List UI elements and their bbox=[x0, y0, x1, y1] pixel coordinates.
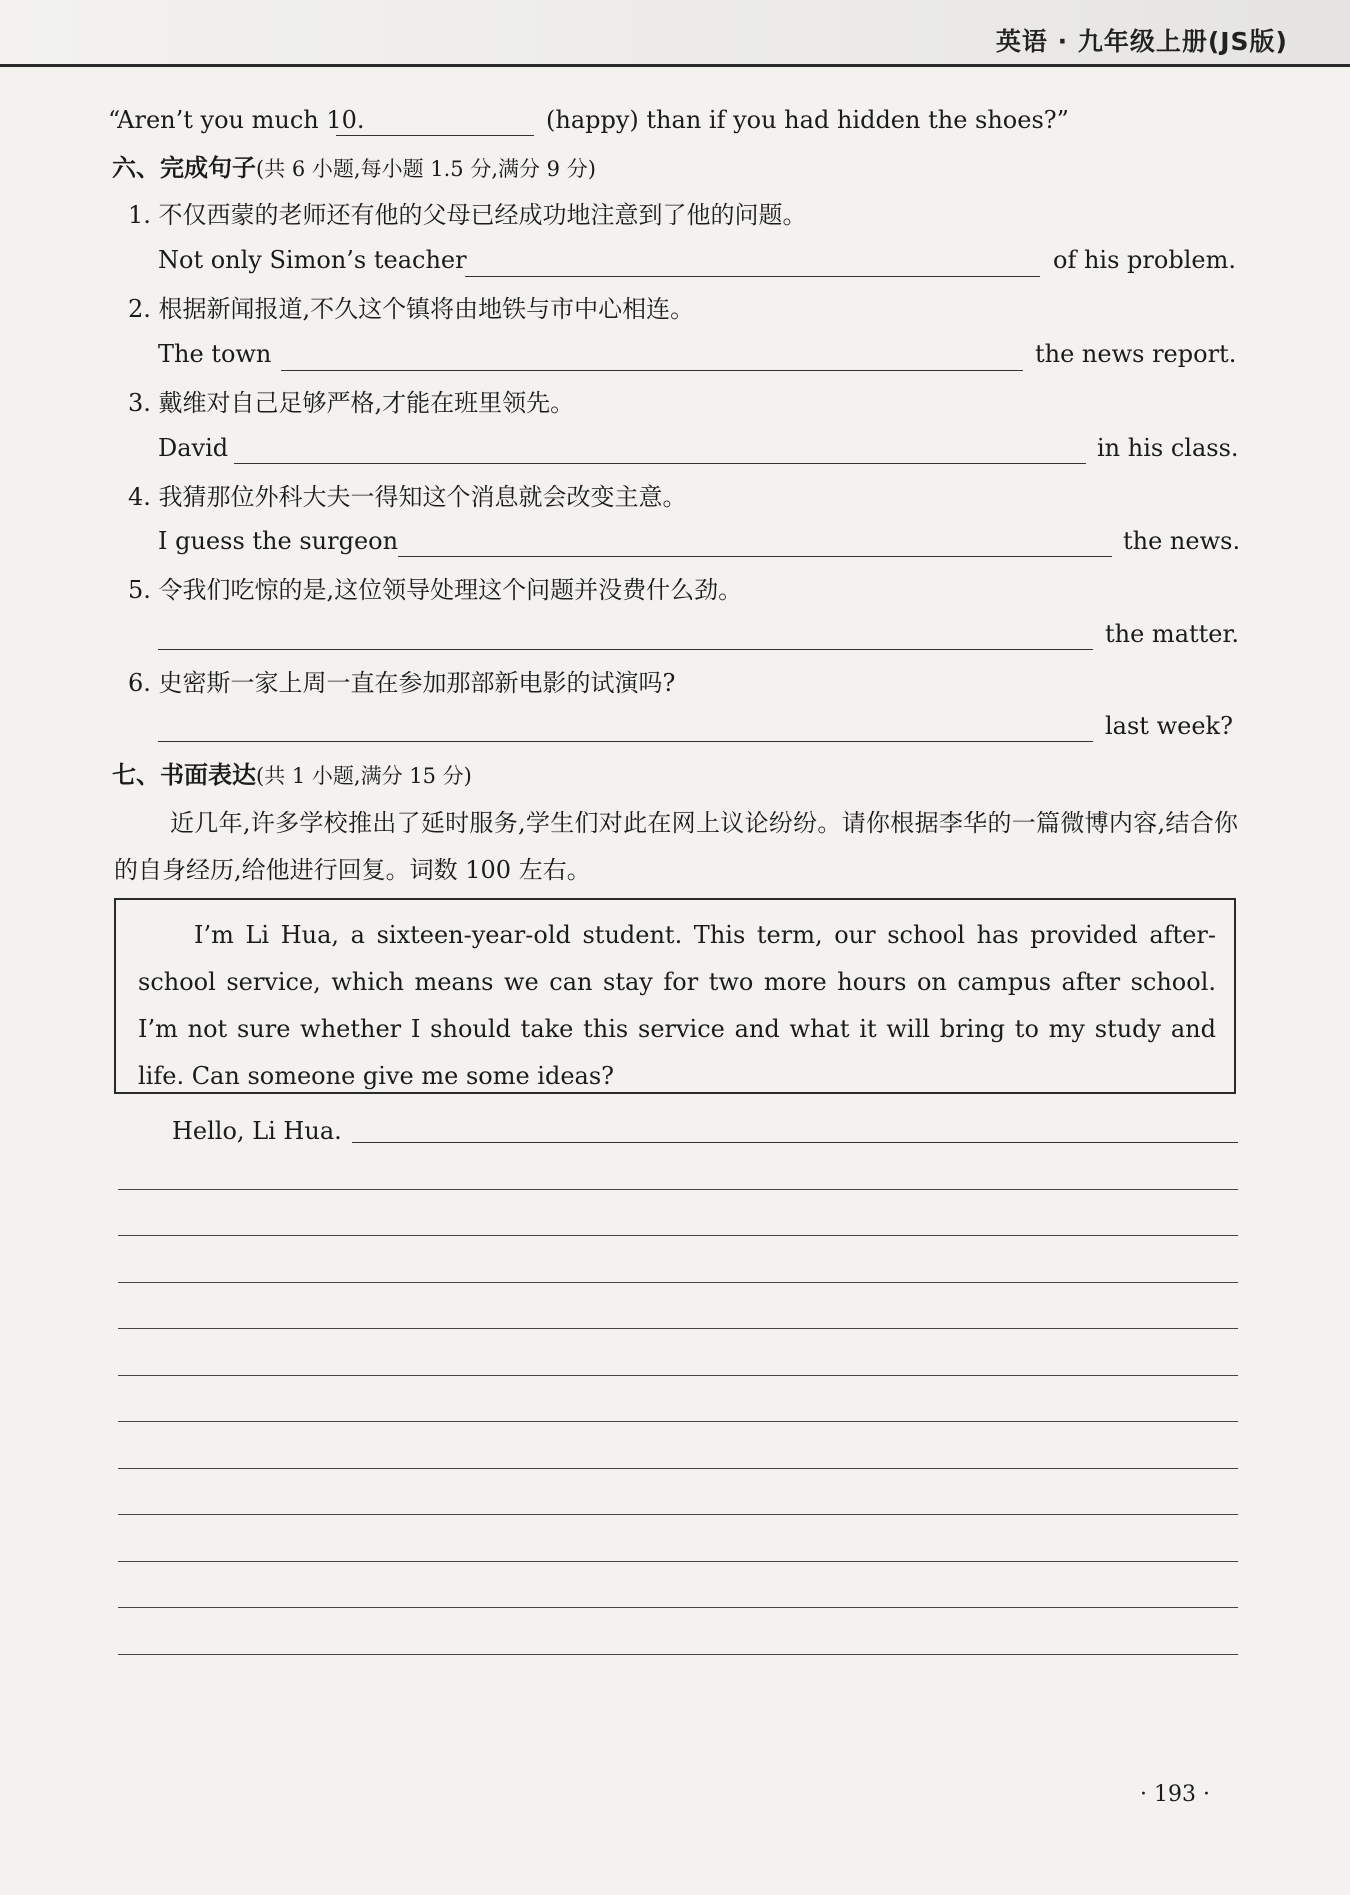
book-title: 英语 · 九年级上册(JS版) bbox=[995, 27, 1288, 56]
item-2-end: the news report. bbox=[1035, 340, 1237, 368]
section-6-heading bbox=[112, 152, 596, 185]
item-4-chinese: 4. 我猜那位外科大夫一得知这个消息就会改变主意。 bbox=[128, 483, 687, 511]
item-6-end: last week? bbox=[1105, 712, 1233, 740]
item-1-chinese: 1. 不仅西蒙的老师还有他的父母已经成功地注意到了他的问题。 bbox=[128, 201, 807, 229]
writing-line-first[interactable] bbox=[352, 1142, 1238, 1143]
item-2-start: The town bbox=[158, 340, 272, 368]
section-7-heading bbox=[112, 759, 472, 792]
item-3-blank[interactable] bbox=[234, 463, 1086, 464]
writing-line[interactable] bbox=[118, 1468, 1238, 1469]
item-1-end: of his problem. bbox=[1053, 246, 1236, 274]
question-10-prefix: “Aren’t you much bbox=[108, 106, 327, 134]
item-1-start: Not only Simon’s teacher bbox=[158, 246, 467, 274]
writing-line[interactable] bbox=[118, 1514, 1238, 1515]
writing-line[interactable] bbox=[118, 1561, 1238, 1562]
weibo-post-box bbox=[114, 898, 1236, 1094]
writing-line[interactable] bbox=[118, 1421, 1238, 1422]
question-10-blank[interactable] bbox=[336, 135, 534, 136]
page-header bbox=[0, 0, 1350, 67]
item-3-end: in his class. bbox=[1097, 434, 1239, 462]
writing-line[interactable] bbox=[118, 1607, 1238, 1608]
writing-prompt: 近几年,许多学校推出了延时服务,学生们对此在网上议论纷纷。请你根据李华的一篇微博内容,结合你的自身经历,给他进行回复。词数 100 左右。 bbox=[114, 809, 1238, 884]
section-6-title: 六、完成句子 bbox=[112, 154, 256, 182]
writing-line[interactable] bbox=[118, 1235, 1238, 1236]
section-7-title: 七、书面表达 bbox=[112, 761, 256, 789]
item-3-chinese: 3. 戴维对自己足够严格,才能在班里领先。 bbox=[128, 389, 575, 417]
item-5-chinese: 5. 令我们吃惊的是,这位领导处理这个问题并没费什么劲。 bbox=[128, 576, 743, 604]
item-5-blank[interactable] bbox=[158, 649, 1093, 650]
weibo-post-text: I’m Li Hua, a sixteen-year-old student. This term, our school has provided after-school service, which means we can stay for two more hours on campus after school. I’m not sure whether I should take this service and what it will bring to my study and life. Can someone give me some ideas? bbox=[138, 921, 1216, 1090]
writing-line[interactable] bbox=[118, 1328, 1238, 1329]
section-7-meta: (共 1 小题,满分 15 分) bbox=[256, 764, 472, 788]
page-number: · 193 · bbox=[1140, 1782, 1210, 1807]
item-4-end: the news. bbox=[1123, 527, 1241, 555]
item-4-blank[interactable] bbox=[398, 556, 1112, 557]
reply-start: Hello, Li Hua. bbox=[172, 1117, 342, 1145]
writing-line[interactable] bbox=[118, 1375, 1238, 1376]
item-2-chinese: 2. 根据新闻报道,不久这个镇将由地铁与市中心相连。 bbox=[128, 295, 695, 323]
writing-line[interactable] bbox=[118, 1189, 1238, 1190]
item-6-chinese: 6. 史密斯一家上周一直在参加那部新电影的试演吗? bbox=[128, 669, 676, 697]
writing-line[interactable] bbox=[118, 1654, 1238, 1655]
question-10-number: 10. bbox=[326, 106, 365, 134]
item-5-end: the matter. bbox=[1105, 620, 1239, 648]
item-6-blank[interactable] bbox=[158, 741, 1093, 742]
item-4-start: I guess the surgeon bbox=[158, 527, 399, 555]
writing-line[interactable] bbox=[118, 1282, 1238, 1283]
section-6-meta: (共 6 小题,每小题 1.5 分,满分 9 分) bbox=[256, 157, 596, 181]
item-2-blank[interactable] bbox=[281, 370, 1023, 371]
item-1-blank[interactable] bbox=[465, 276, 1040, 277]
question-10-suffix: (happy) than if you had hidden the shoes?” bbox=[546, 106, 1069, 134]
item-3-start: David bbox=[158, 434, 229, 462]
question-10-line bbox=[108, 104, 365, 136]
